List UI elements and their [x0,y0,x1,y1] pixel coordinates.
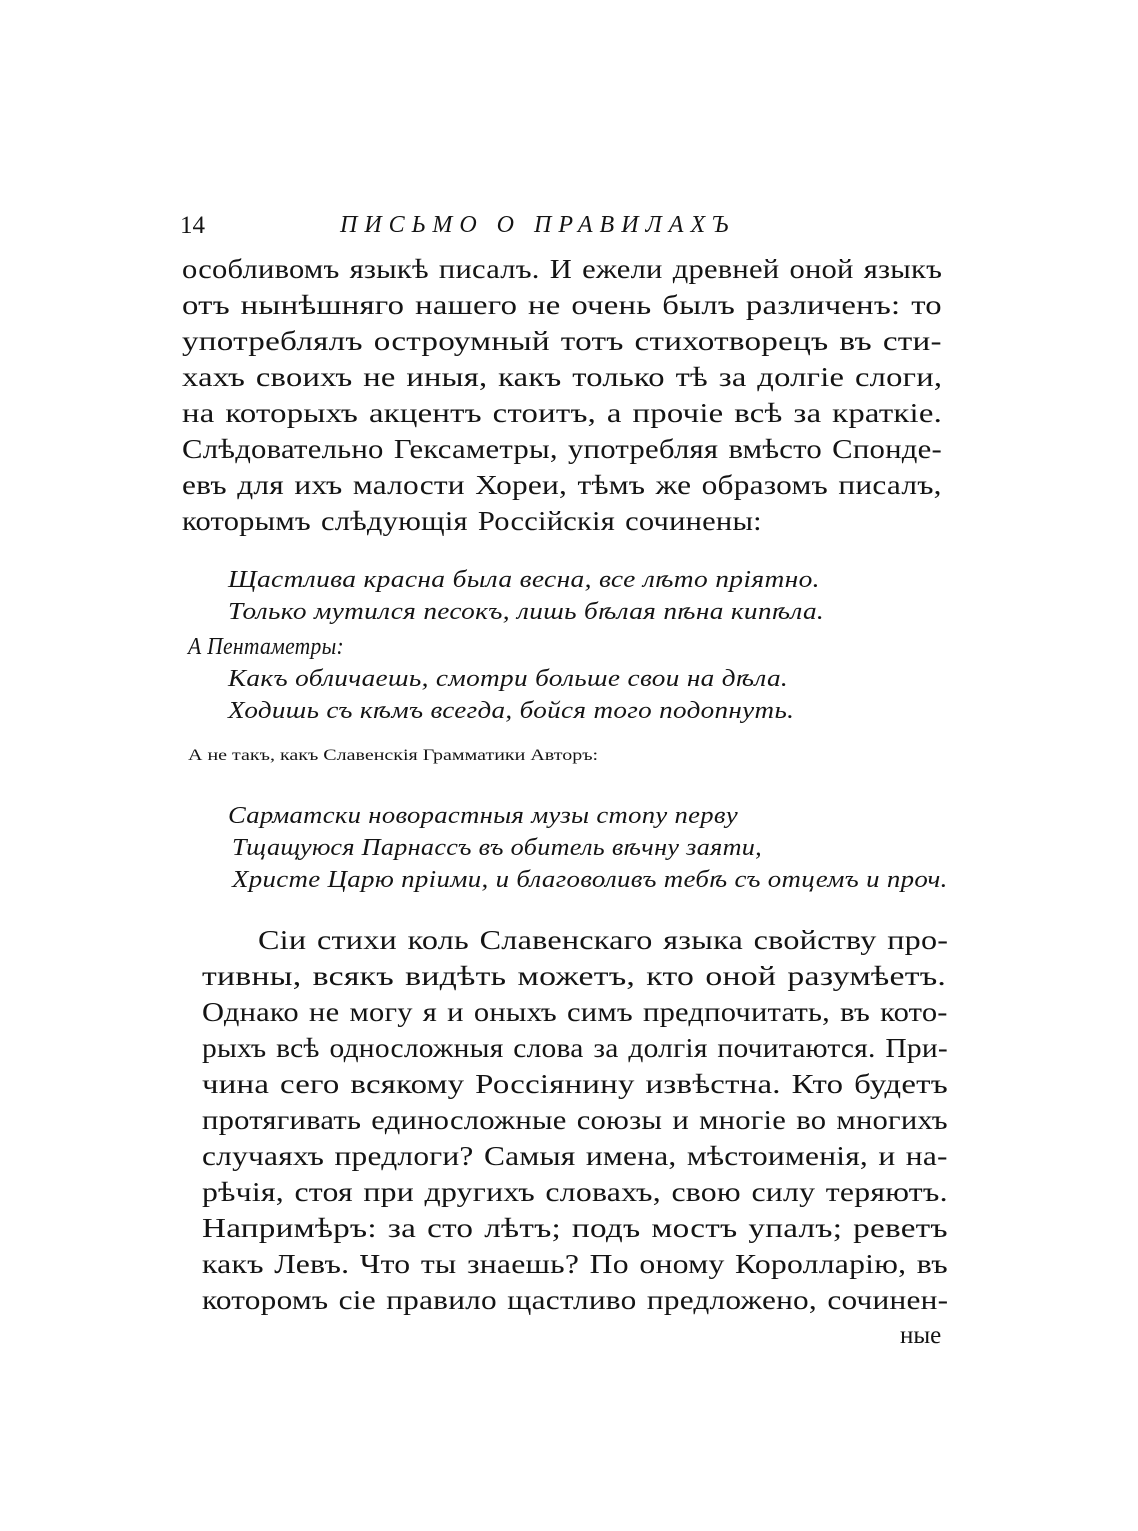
text-line: которымъ слѣдующія Россійскія сочинены: [182,506,762,536]
verse-line: Христе Царю пріими, и благоволивъ тебѣ съ отцемъ и проч. [232,867,948,893]
text-line: случаяхъ предлоги? Самыя имена, мѣстоименія, и на- [202,1141,948,1171]
text-line: рыхъ всѣ односложныя слова за долгія почитаются. При- [202,1033,948,1063]
text-line: тивны, всякъ видѣть можетъ, кто оной разумѣетъ. [202,961,947,991]
text-heading-line: А не такъ, какъ Славенскія Грамматики Авторъ: [188,747,599,764]
text-line: которомъ сіе правило щастливо предложено, сочинен- [202,1285,949,1315]
text-line: какъ Левъ. Что ты знаешь? По оному Королларію, въ [202,1249,948,1279]
text-line: Сіи стихи коль Славенскаго языка свойству про- [258,925,949,955]
page-number: 14 [180,212,205,239]
text-line: Напримѣръ: за сто лѣтъ; подъ мостъ упалъ; реветъ [202,1213,948,1243]
text-line: протягивать единосложные союзы и многіе во многихъ [202,1105,948,1135]
catchword: ные [900,1322,942,1349]
text-line: Однако не могу я и оныхъ симъ предпочитать, въ кото- [202,997,948,1027]
verse-line: Какъ обличаешь, смотри больше свои на дѣла. [228,666,789,692]
text-line: употреблялъ остроумный тотъ стихотворецъ въ сти- [182,326,942,356]
text-line: отъ нынѣшняго нашего не очень былъ различенъ: то [182,290,942,320]
text-line: особливомъ языкѣ писалъ. И ежели древней оной языкъ [182,254,943,284]
verse-line: Ходишь съ кѣмъ всегда, бойся того подопнуть. [228,698,795,724]
running-title: ПИСЬМО О ПРАВИЛАХЪ [340,212,736,238]
page-header [180,212,960,252]
text-line: чина сего всякому Россіянину извѣстна. Кто будетъ [202,1069,948,1099]
verse-line: А Пентаметры: [188,634,344,660]
text-line: Слѣдовательно Гексаметры, употребляя вмѣсто Спонде- [182,434,942,464]
text-line: хахъ своихъ не иныя, какъ только тѣ за долгіе слоги, [182,362,943,392]
verse-line: Сарматски новорастныя музы стопу перву [228,803,738,829]
verse-line: Только мутился песокъ, лишь бѣлая пѣна кипѣла. [228,599,825,625]
text-line: евъ для ихъ малости Хореи, тѣмъ же образомъ писалъ, [182,470,942,500]
text-line: на которыхъ акцентъ стоитъ, а прочіе всѣ за краткіе. [182,398,943,428]
text-line: рѣчія, стоя при другихъ словахъ, свою силу теряютъ. [202,1177,948,1207]
verse-line: Щастлива красна была весна, все лѣто пріятно. [228,567,820,593]
verse-line: Тщащуюся Парнассъ въ обитель вѣчну заяти, [232,835,763,861]
